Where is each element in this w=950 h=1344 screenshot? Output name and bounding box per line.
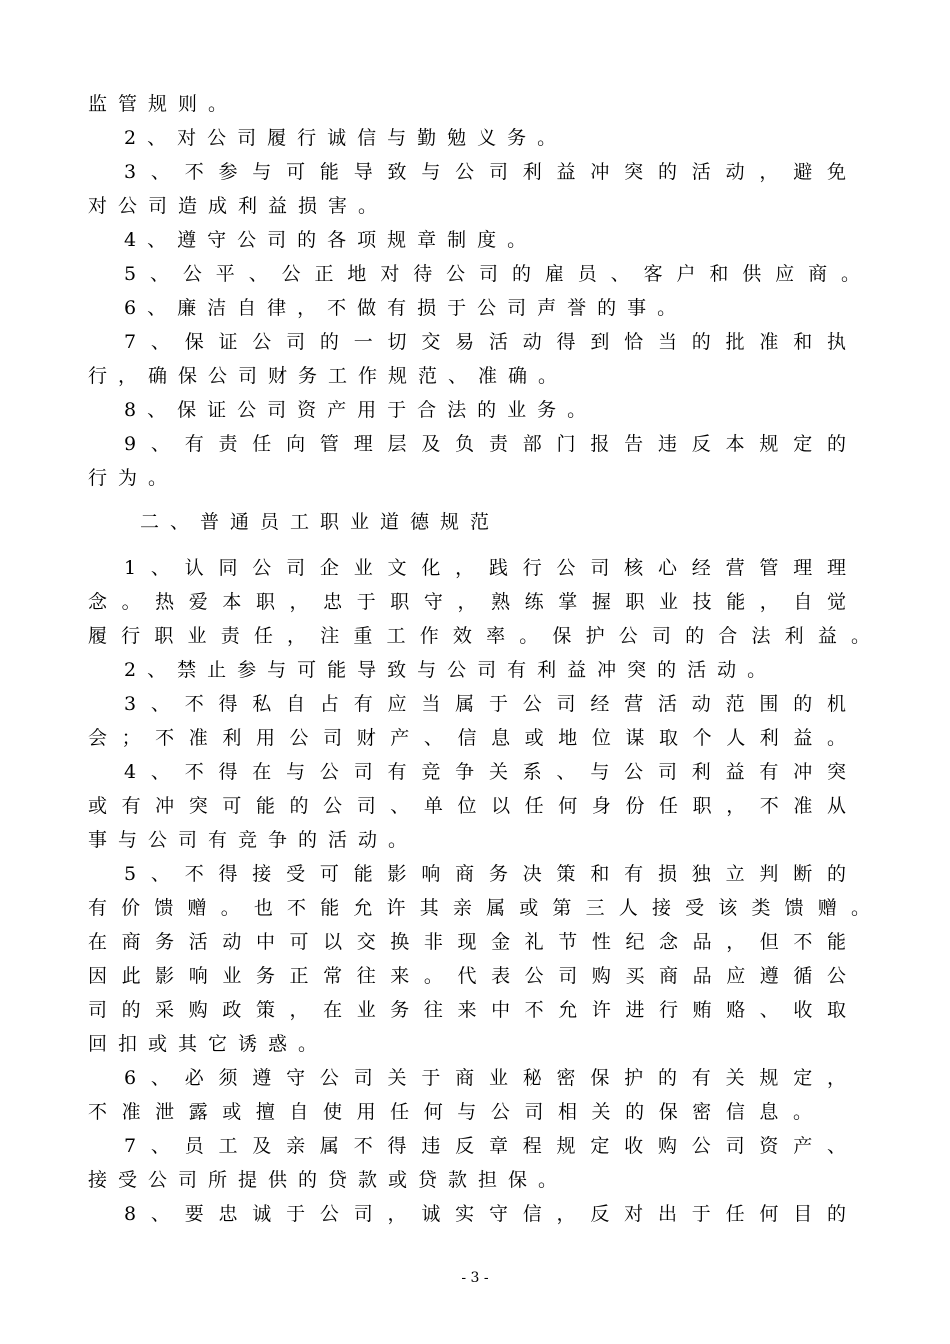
paragraph-line: 2、对公司履行诚信与勤勉义务。 bbox=[124, 127, 568, 149]
paragraph-line: 6、必须遵守公司关于商业秘密保护的有关规定， bbox=[124, 1067, 846, 1089]
paragraph-line: 8、保证公司资产用于合法的业务。 bbox=[124, 399, 598, 421]
paragraph-line: 5、公平、公正地对待公司的雇员、客户和供应商。 bbox=[124, 263, 860, 285]
paragraph-line: 3、不得私自占有应当属于公司经营活动范围的机 bbox=[124, 693, 846, 715]
paragraph-line: 或有冲突可能的公司、单位以任何身份任职，不准从 bbox=[88, 795, 846, 817]
paragraph-line: 2、禁止参与可能导致与公司有利益冲突的活动。 bbox=[124, 659, 778, 681]
paragraph-line: 1、认同公司企业文化，践行公司核心经营管理理 bbox=[124, 557, 846, 579]
paragraph-line: 有价馈赠。也不能允许其亲属或第三人接受该类馈赠。 bbox=[88, 897, 870, 919]
paragraph-line: 7、保证公司的一切交易活动得到恰当的批准和执 bbox=[124, 331, 846, 353]
paragraph-line: 8、要忠诚于公司，诚实守信，反对出于任何目的 bbox=[124, 1203, 846, 1225]
paragraph-line: 行，确保公司财务工作规范、准确。 bbox=[88, 365, 569, 387]
paragraph-line: 3、不参与可能导致与公司利益冲突的活动，避免 bbox=[124, 161, 846, 183]
paragraph-line: 接受公司所提供的贷款或贷款担保。 bbox=[88, 1169, 569, 1191]
paragraph-line: 不准泄露或擅自使用任何与公司相关的保密信息。 bbox=[88, 1101, 812, 1123]
page-number: - 3 - bbox=[461, 1270, 489, 1286]
paragraph-line: 在商务活动中可以交换非现金礼节性纪念品，但不能 bbox=[88, 931, 846, 953]
paragraph-line: 司的采购政策，在业务往来中不允许进行贿赂、收取 bbox=[88, 999, 846, 1021]
paragraph-line: 因此影响业务正常往来。代表公司购买商品应遵循公 bbox=[88, 965, 846, 987]
paragraph-line: 回扣或其它诱惑。 bbox=[88, 1033, 329, 1055]
paragraph-line: 6、廉洁自律，不做有损于公司声誉的事。 bbox=[124, 297, 688, 319]
paragraph-line: 履行职业责任，注重工作效率。保护公司的合法利益。 bbox=[88, 625, 870, 647]
paragraph-line: 念。热爱本职，忠于职守，熟练掌握职业技能，自觉 bbox=[88, 591, 846, 613]
paragraph-line: 4、不得在与公司有竞争关系、与公司利益有冲突 bbox=[124, 761, 846, 783]
paragraph-line: 4、遵守公司的各项规章制度。 bbox=[124, 229, 538, 251]
paragraph-line: 5、不得接受可能影响商务决策和有损独立判断的 bbox=[124, 863, 846, 885]
paragraph-line: 会；不准利用公司财产、信息或地位谋取个人利益。 bbox=[88, 727, 846, 749]
paragraph-line: 7、员工及亲属不得违反章程规定收购公司资产、 bbox=[124, 1135, 846, 1157]
paragraph-line: 9、有责任向管理层及负责部门报告违反本规定的 bbox=[124, 433, 846, 455]
paragraph-line: 监管规则。 bbox=[88, 93, 239, 115]
paragraph-line: 事与公司有竞争的活动。 bbox=[88, 829, 419, 851]
paragraph-line: 行为。 bbox=[88, 467, 179, 489]
section-heading: 二、普通员工职业道德规范 bbox=[140, 511, 501, 533]
paragraph-line: 对公司造成利益损害。 bbox=[88, 195, 389, 217]
